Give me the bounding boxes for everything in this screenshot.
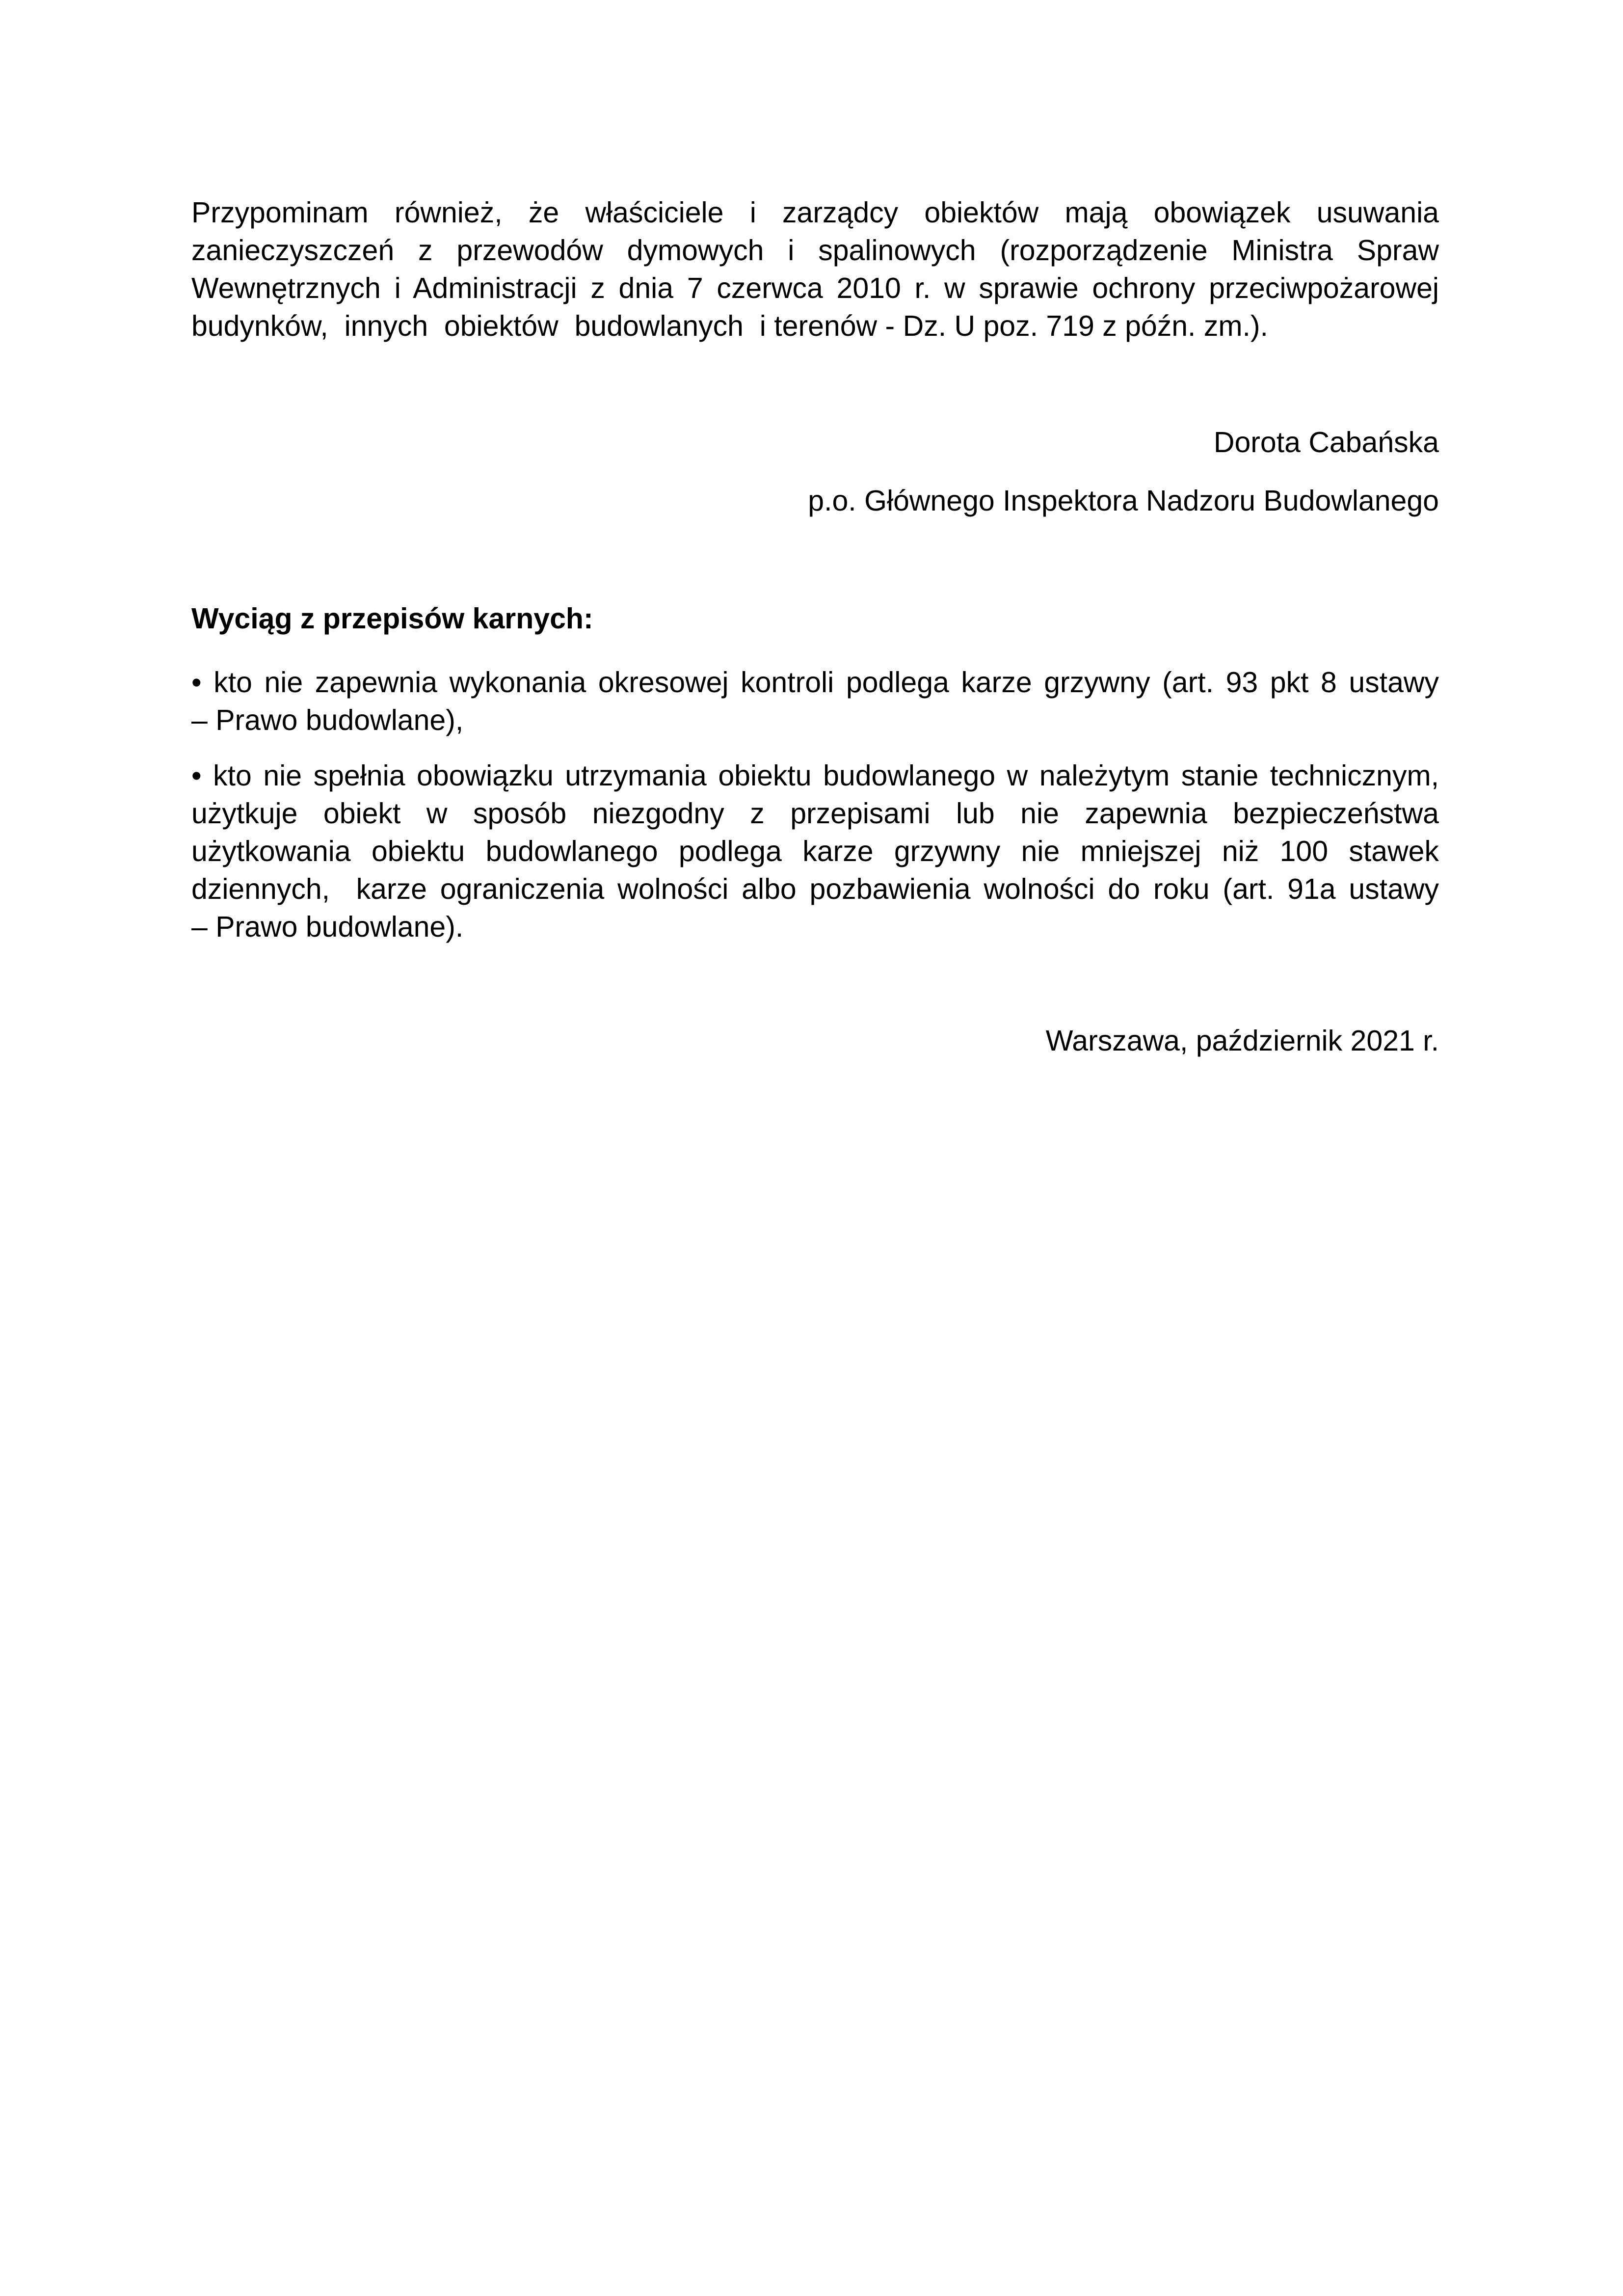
reminder-paragraph-line-4: budynków, innych obiektów budowlanych i terenów - Dz. U poz. 719 z późn. zm.).	[191, 310, 1268, 342]
dateline: Warszawa, październik 2021 r.	[1045, 1025, 1439, 1057]
bullet-2-line-1: • kto nie spełnia obowiązku utrzymania obiektu budowlanego w należytym stanie technicznym,	[191, 759, 1439, 792]
criminal-provisions-heading: Wyciąg z przepisów karnych:	[191, 602, 593, 635]
bullet-2-line-5: – Prawo budowlane).	[191, 911, 464, 943]
bullet-2-line-4: dziennych, karze ograniczenia wolności albo pozbawienia wolności do roku (art. 91a ustawy	[191, 873, 1439, 905]
bullet-item-maintenance-obligation	[191, 757, 1439, 946]
bullet-2-line-2: użytkuje obiekt w sposób niezgodny z przepisami lub nie zapewnia bezpieczeństwa	[191, 797, 1439, 830]
bullet-2-line-3: użytkowania obiektu budowlanego podlega karze grzywny nie mniejszej niż 100 stawek	[191, 835, 1439, 867]
reminder-paragraph	[191, 0, 1439, 345]
bullet-1-line-2: – Prawo budowlane),	[191, 704, 464, 736]
bullet-1-line-1: • kto nie zapewnia wykonania okresowej kontroli podlega karze grzywny (art. 93 pkt 8 ustawy	[191, 666, 1439, 699]
signature-name: Dorota Cabańska	[1213, 426, 1439, 459]
reminder-paragraph-line-3: Wewnętrznych i Administracji z dnia 7 czerwca 2010 r. w sprawie ochrony przeciwpożarowej	[191, 272, 1439, 304]
reminder-paragraph-line-1: Przypominam również, że właściciele i zarządcy obiektów mają obowiązek usuwania	[191, 196, 1439, 229]
reminder-paragraph-line-2: zanieczyszczeń z przewodów dymowych i spalinowych (rozporządzenie Ministra Spraw	[191, 234, 1439, 267]
bullet-item-periodic-inspection	[191, 664, 1439, 739]
letter-body	[0, 0, 1623, 1060]
signature-title: p.o. Głównego Inspektora Nadzoru Budowlanego	[808, 485, 1439, 517]
